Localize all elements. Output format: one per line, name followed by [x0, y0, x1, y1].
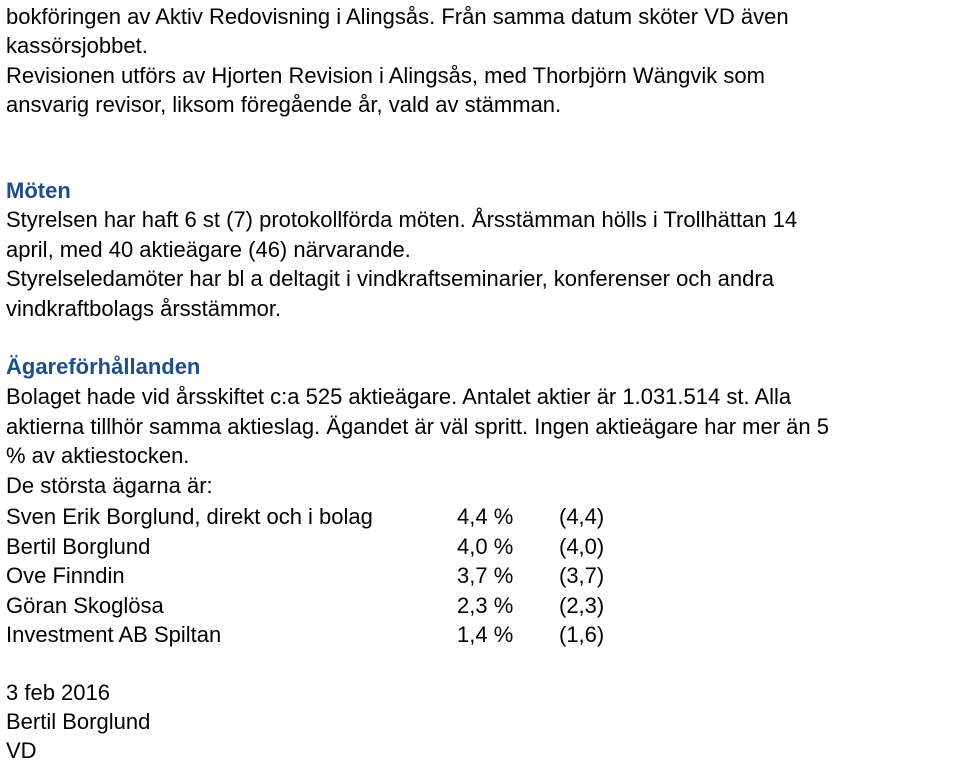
moten-line-4: vindkraftbolags årsstämmor.: [6, 296, 282, 321]
owner-previous-share: (3,7): [559, 563, 605, 588]
owner-name: Bertil Borglund: [6, 534, 151, 559]
intro-line-3: Revisionen utförs av Hjorten Revision i Alingsås, med Thorbjörn Wängvik som: [6, 63, 765, 88]
signature-title: VD: [6, 738, 37, 763]
owner-share: 2,3 %: [457, 593, 514, 618]
agare-line-2: aktierna tillhör samma aktieslag. Ägandet är väl spritt. Ingen aktieägare har mer än 5: [6, 414, 829, 439]
intro-line-2: kassörsjobbet.: [6, 33, 148, 58]
moten-line-1: Styrelsen har haft 6 st (7) protokollförda möten. Årsstämman hölls i Trollhättan 14: [6, 207, 798, 232]
owner-name: Investment AB Spiltan: [6, 622, 222, 647]
owner-previous-share: (1,6): [559, 622, 605, 647]
owner-row: [6, 561, 646, 590]
owner-previous-share: (2,3): [559, 593, 605, 618]
owner-row: [6, 591, 646, 620]
agare-line-1: Bolaget hade vid årsskiftet c:a 525 aktieägare. Antalet aktier är 1.031.514 st. Alla: [6, 384, 792, 409]
owner-row: [6, 502, 646, 531]
owner-share: 4,0 %: [457, 534, 514, 559]
owner-name: Göran Skoglösa: [6, 593, 164, 618]
owner-share: 3,7 %: [457, 563, 514, 588]
largest-owners-label: De största ägarna är:: [6, 473, 213, 498]
section-heading-agareforhallanden: Ägareförhållanden: [6, 354, 201, 379]
owner-share: 1,4 %: [457, 622, 514, 647]
moten-line-2: april, med 40 aktieägare (46) närvarande.: [6, 237, 411, 262]
owner-row: [6, 532, 646, 561]
owner-share: 4,4 %: [457, 504, 514, 529]
owner-previous-share: (4,4): [559, 504, 605, 529]
owner-row: [6, 620, 646, 649]
signature-date: 3 feb 2016: [6, 680, 110, 705]
agare-line-3: % av aktiestocken.: [6, 443, 190, 468]
moten-line-3: Styrelseledamöter har bl a deltagit i vindkraftseminarier, konferenser och andra: [6, 266, 774, 291]
intro-line-4: ansvarig revisor, liksom föregående år, vald av stämman.: [6, 92, 562, 117]
section-heading-moten: Möten: [6, 178, 71, 203]
signature-name: Bertil Borglund: [6, 709, 151, 734]
intro-line-1: bokföringen av Aktiv Redovisning i Alingsås. Från samma datum sköter VD även: [6, 4, 789, 29]
owner-previous-share: (4,0): [559, 534, 605, 559]
owner-name: Ove Finndin: [6, 563, 125, 588]
owner-name: Sven Erik Borglund, direkt och i bolag: [6, 504, 373, 529]
